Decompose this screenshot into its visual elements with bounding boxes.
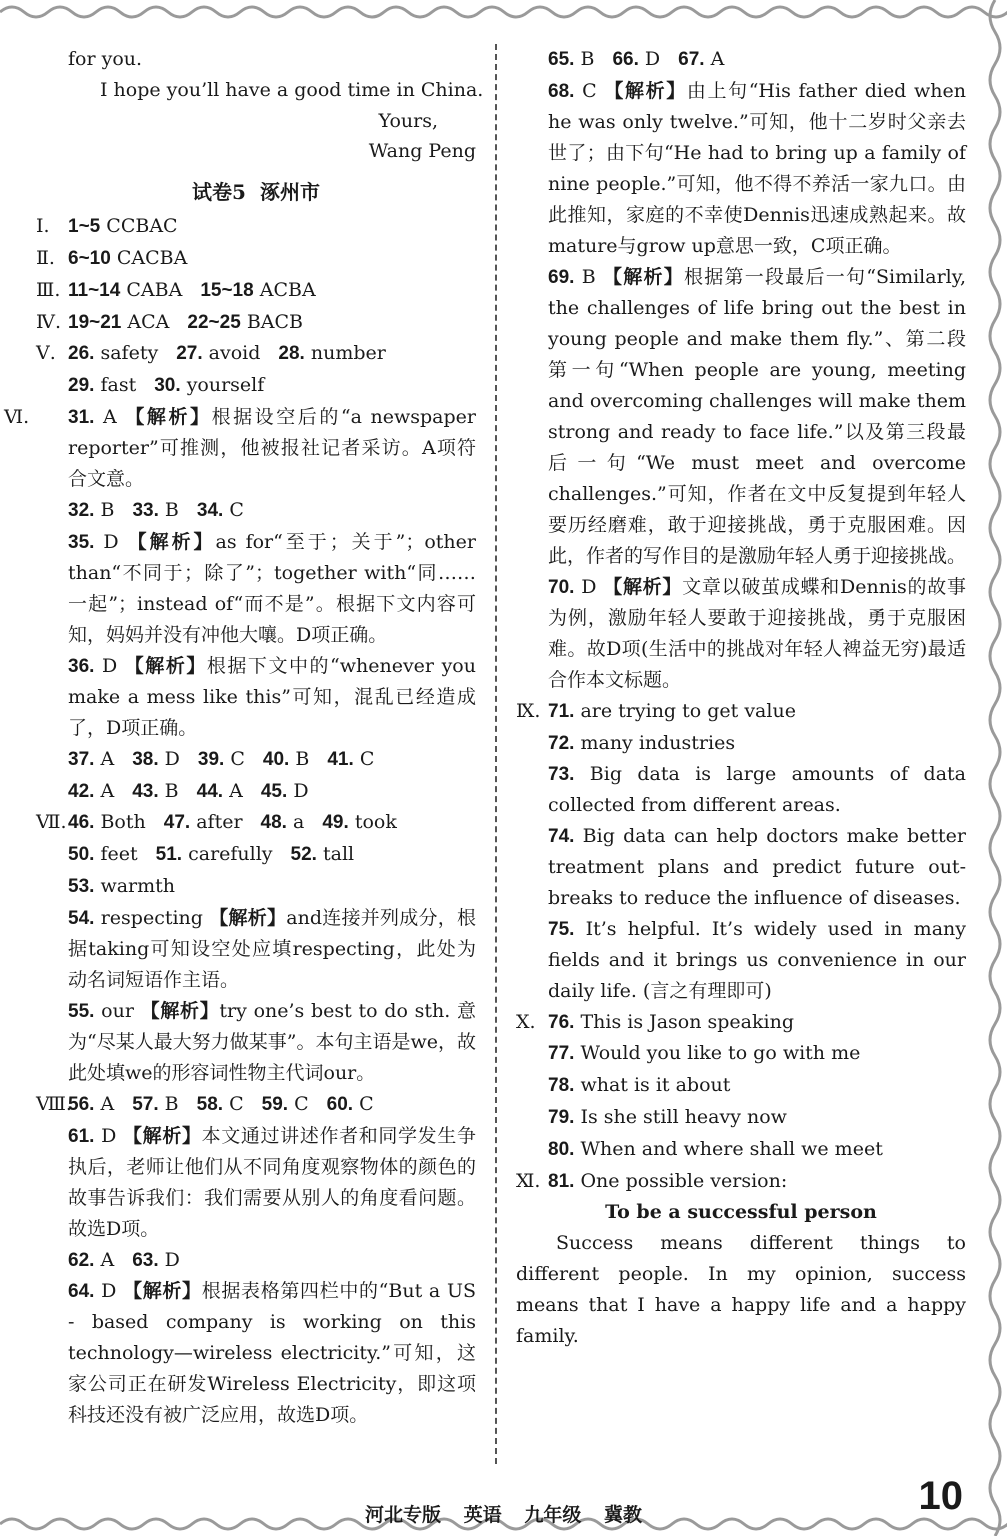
question-number: 34. [196,499,224,521]
question-number: 74. [548,825,575,847]
answer: Is she still heavy now [580,1105,787,1128]
answer-78 [516,1070,966,1102]
answer: CABA [126,278,183,301]
question-55 [36,996,476,1089]
answer: warmth [100,874,176,897]
answer: D [101,1124,117,1147]
question-number: 72. [548,732,575,754]
question-number: 47. [163,812,191,834]
answer: a [293,811,305,834]
answer: respecting [100,906,203,929]
answer: B [164,1092,179,1115]
answer-72 [516,728,966,759]
question-69 [516,262,966,572]
answer: D [101,1280,117,1303]
answer: tall [323,843,355,866]
question-70 [516,572,966,696]
question-number: 36. [68,655,95,677]
question-range: 22~25 [187,311,241,333]
question-number: 60. [326,1093,354,1115]
answer: took [354,811,397,834]
question-number: 55. [68,1000,95,1022]
answer: B [164,779,179,802]
answer: CACBA [116,246,188,269]
question-number: 44. [196,780,224,802]
answer: number [310,342,386,365]
analysis-tag: 【解析】 [123,1280,202,1303]
analysis-text: try one’s best to do sth. 意为“尽某人最大努力做某事”。本句主语是we，故此处填we的形容词性物主代词our。 [68,999,477,1084]
analysis-tag: 【解析】 [127,530,216,553]
answer: D [101,654,118,677]
analysis-text: 根据设空后的“a newspaper reporter”可推测，他被报社记者采访。A项符合文意。 [68,405,476,490]
analysis-tag: 【解析】 [603,575,683,598]
answer: ACBA [259,278,316,301]
letter-line: for you. [68,48,143,70]
answer: C [359,747,375,770]
section-3 [36,275,476,307]
answer: C [229,1092,244,1115]
answer: ACA [127,310,170,333]
right-wave-border [977,0,1007,1536]
section-2 [36,243,476,275]
footer-grade: 九年级 [524,1504,582,1526]
question-number: 27. [176,343,203,365]
question-number: 53. [68,875,95,897]
answer: This is Jason speaking [580,1010,794,1033]
answer: A [229,779,243,802]
answer: A [100,779,115,802]
question-range: 1~5 [68,216,101,238]
footer-subject: 英语 [463,1504,502,1526]
answer: yourself [186,374,265,397]
question-number: 69. [548,266,575,288]
answer: are trying to get value [580,699,796,722]
answer: When and where shall we meet [580,1137,883,1160]
analysis-text: 本文通过讲述作者和同学发生争执后，老师让他们从不同角度观察物体的颜色的故事告诉我们：我们需要从别人的角度看问题。故选D项。 [68,1124,476,1240]
answer: B [580,48,595,70]
question-35 [36,527,476,651]
footer-publisher: 冀教 [603,1504,642,1526]
answer: carefully [188,843,273,866]
question-number: 63. [132,1249,159,1271]
test-number: 试卷5 [192,180,246,205]
question-number: 42. [68,780,95,802]
answer: after [196,811,243,834]
analysis-tag: 【解析】 [209,906,287,929]
question-36 [36,651,476,744]
answer: Both [100,811,146,834]
question-number: 48. [260,812,287,834]
question-range: 11~14 [68,279,121,301]
analysis-tag: 【解析】 [125,405,212,428]
answer: C [230,747,245,770]
section-5-row2 [36,370,476,402]
answer: A [710,48,725,70]
answer-77 [516,1038,966,1070]
question-number: 35. [68,531,95,553]
question-number: 30. [154,375,181,397]
answers-62-63 [36,1245,476,1277]
answer: our [101,999,134,1022]
question-number: 77. [548,1043,575,1065]
answers-50-52 [36,839,476,871]
analysis-tag: 【解析】 [140,999,220,1022]
question-number: 37. [68,748,95,770]
answer: C [582,79,597,102]
question-number: 40. [262,748,290,770]
answer: Big data can help doctors make better treatment plans and predict future out-breaks to reduce the influence of diseases. [548,824,966,909]
question-68 [516,76,966,262]
analysis-tag: 【解析】 [124,654,207,677]
essay-body: Success means different things to different people. In my opinion, success means that I have a happy life and a happy family. [516,1232,966,1348]
question-number: 38. [132,748,159,770]
analysis-tag: 【解析】 [123,1124,202,1147]
question-number: 33. [132,499,159,521]
question-number: 28. [278,343,305,365]
section-roman: Ⅷ. [36,1092,72,1115]
answers-37-41 [36,744,476,776]
question-64 [36,1276,476,1431]
question-61 [36,1121,476,1245]
answer: A [100,1092,115,1115]
answer-80 [516,1134,966,1166]
analysis-text: 根据下文中的“whenever you make a mess like this”可知，混乱已经造成了，D项正确。 [68,654,476,739]
question-range: 15~18 [200,279,254,301]
question-range: 6~10 [68,247,111,269]
analysis-text: 由上句“His father died when he was only twelve.”可知，他十二岁时父亲去世了；由下句“He had to bring up a family of nine people.”可知，他不得不养活一家九口。由此推知，家庭的不幸使Dennis迅速成熟起来。故mature与grow up意思一致，C项正确。 [548,79,966,257]
letter-closing: Yours, [378,109,438,132]
question-number: 81. [548,1170,575,1192]
analysis-tag: 【解析】 [604,79,687,102]
answers-65-67 [516,44,966,76]
answer-74 [516,821,966,914]
question-number: 75. [548,918,575,940]
footer-edition: 河北专版 [365,1504,442,1526]
section-roman: Ⅱ. [36,246,55,269]
question-number: 79. [548,1106,575,1128]
answer-71 [516,696,966,728]
question-number: 46. [68,812,95,834]
answer: what is it about [580,1074,731,1097]
answer-key-page [4,44,967,1484]
analysis-text: and连接并列成分，根据taking可知设空处应填respecting，此处为动名词短语作主语。 [68,906,476,991]
answer: CCBAC [106,215,178,238]
answer: Big data is large amounts of data collected from different areas. [548,762,966,816]
answer: many industries [580,731,736,754]
question-number: 43. [132,780,159,802]
question-number: 45. [260,780,288,802]
question-number: 41. [327,748,354,770]
question-number: 65. [548,49,575,70]
question-number: 57. [132,1093,159,1115]
essay-title: To be a successful person [605,1201,877,1224]
answers-46-49 [36,807,476,839]
answer: B [100,498,115,521]
test-title [36,175,476,209]
answer: avoid [208,342,261,365]
analysis-text: 根据表格第四栏中的“But a US - based company is working on this technology—wireless electricity.”可知，这家公司正在研发Wireless Electricity，即这项科技还没有被广泛应用，故选D项。 [68,1280,476,1427]
question-54 [36,903,476,996]
question-number: 58. [196,1093,224,1115]
answer-73 [516,759,966,821]
section-1 [36,211,476,243]
question-number: 68. [548,80,575,102]
answer: One possible version: [580,1169,788,1192]
question-number: 54. [68,907,95,929]
question-number: 70. [548,576,575,598]
question-range: 19~21 [68,311,122,333]
letter-line: I hope you’ll have a good time in China. [100,78,484,101]
answer: BACB [246,310,304,333]
question-number: 67. [678,49,705,70]
answer: B [581,265,596,288]
answers-32-34 [36,495,476,527]
column-divider [495,44,497,1464]
answer: D [293,779,309,802]
answer: D [103,530,119,553]
answer: C [359,1092,374,1115]
answers-56-60 [36,1089,476,1121]
section-roman: Ⅹ. [516,1010,536,1033]
answer: C [294,1092,309,1115]
question-number: 73. [548,763,575,785]
answer: C [229,498,244,521]
answer: fast [100,374,137,397]
answer: A [103,405,117,428]
question-number: 50. [68,844,95,866]
section-roman: Ⅵ. [4,405,30,428]
page-footer [0,1500,1007,1527]
question-number: 29. [68,375,95,397]
left-column [4,44,484,1431]
answer: B [295,747,310,770]
section-roman: Ⅴ. [36,342,56,365]
question-number: 64. [68,1281,95,1303]
question-number: 32. [68,499,95,521]
question-number: 61. [68,1125,95,1147]
test-place: 涿州市 [259,180,320,205]
answer: D [581,575,597,598]
answer: D [164,747,180,770]
analysis-text: 根据第一段最后一句“Similarly, the challenges of life bring out the best in young people and make them fly.”、第二段第一句“When people are young, meeting and overcoming challenges will make them strong and ready to face life.”以及第三段最后一句“We must meet and overcome challenges.”可知，作者在文中反复提到年轻人要历经磨难，敢于迎接挑战，勇于克服困难。因此，作者的写作目的是激励年轻人勇于迎接挑战。 [548,265,967,567]
question-number: 26. [68,343,95,365]
section-roman: Ⅶ. [36,811,67,834]
question-number: 31. [68,406,95,428]
answer: safety [100,342,159,365]
answer-79 [516,1102,966,1134]
answer: A [100,747,115,770]
question-number: 59. [261,1093,289,1115]
question-number: 71. [548,700,575,722]
question-number: 78. [548,1075,575,1097]
question-number: 51. [155,844,183,866]
answer: Would you like to go with me [580,1042,861,1065]
question-number: 80. [548,1138,575,1160]
answer-53 [36,871,476,903]
top-wave-border [0,0,1007,22]
section-roman: Ⅲ. [36,278,61,301]
question-number: 52. [290,844,317,866]
section-roman: Ⅺ. [516,1169,541,1192]
analysis-tag: 【解析】 [602,265,684,288]
question-number: 66. [612,49,639,70]
answer: D [164,1248,180,1271]
section-4 [36,307,476,339]
letter-signature: Wang Peng [368,140,476,163]
question-number: 49. [322,812,349,834]
right-column [516,44,966,1352]
answers-42-45 [36,776,476,808]
answer: A [100,1248,115,1271]
answer: B [164,498,179,521]
section-roman: Ⅳ. [36,310,62,333]
section-roman: Ⅰ. [36,215,50,238]
answer-76 [516,1007,966,1039]
answer-81 [516,1166,966,1198]
analysis-text: 文章以破茧成蝶和Dennis的故事为例，激励年轻人要敢于迎接挑战，勇于克服困难。故D项(生活中的挑战对年轻人裨益无穷)最适合作本文标题。 [548,575,966,691]
section-5 [36,338,476,370]
answer: feet [100,843,138,866]
question-number: 62. [68,1249,95,1271]
answer: D [644,48,661,70]
answer-75 [516,914,966,1007]
section-roman: Ⅸ. [516,699,541,722]
question-number: 56. [68,1093,95,1115]
question-number: 39. [197,748,225,770]
answer: It’s helpful. It’s widely used in many fields and it brings us convenience in our daily life. (言之有理即可) [548,917,966,1002]
question-31 [4,402,476,495]
page-number: 10 [918,1474,963,1518]
analysis-text: as for“至于；关于”；other than“不同于；除了”；together with“同……一起”；instead of“而不是”。根据下文内容可知，妈妈并没有冲他大嚷。D项正确。 [68,530,476,646]
question-number: 76. [548,1011,575,1033]
